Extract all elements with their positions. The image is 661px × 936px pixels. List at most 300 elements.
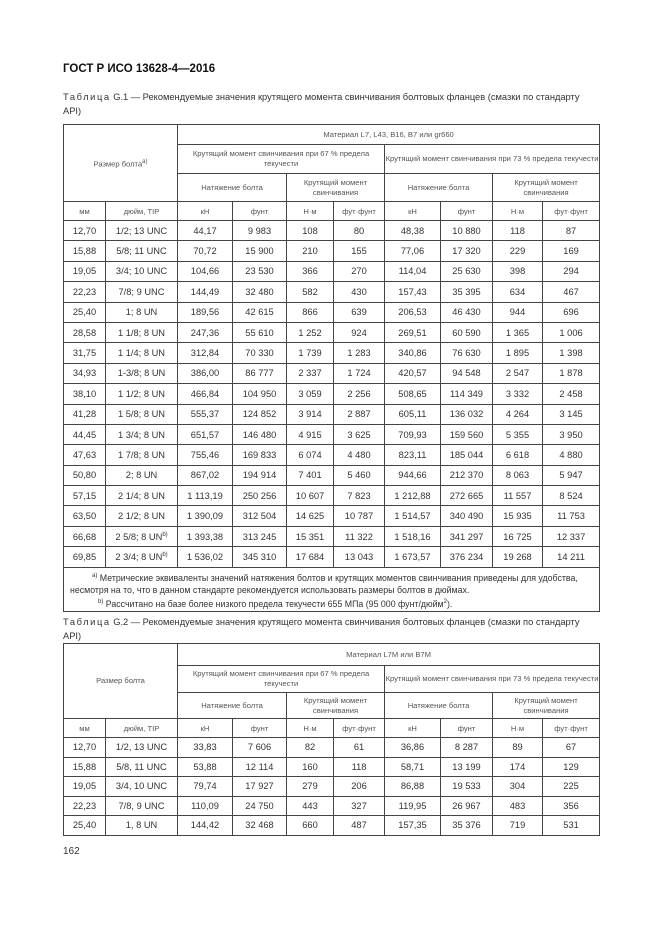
- cell-value: 11 753: [543, 506, 600, 526]
- cell-value: 1 536,02: [178, 547, 233, 567]
- cell-value: 430: [334, 282, 385, 302]
- inch-value: 1 5/8; 8 UN: [117, 409, 166, 420]
- cell-value: 1 393,38: [178, 526, 233, 546]
- cell-value: 11 557: [493, 486, 543, 506]
- inch-value: 3/4, 10 UNC: [115, 781, 168, 792]
- torque-header: Крутящий момент свинчивания: [287, 693, 385, 719]
- cell-value: 17 320: [441, 241, 493, 261]
- table-row: [64, 465, 600, 485]
- cell-value: 108: [287, 221, 334, 241]
- cell-value: 327: [334, 796, 385, 816]
- inch-value: 1 7/8; 8 UN: [117, 449, 166, 460]
- cell-value: 6 074: [287, 445, 334, 465]
- cell-value: 1 739: [287, 343, 334, 363]
- cell-value: 185 044: [441, 445, 493, 465]
- cell-value: 483: [493, 796, 543, 816]
- torque-73-header: Крутящий момент свинчивания при 73 % предела текучести: [385, 145, 600, 174]
- torque-header: Крутящий момент свинчивания: [493, 174, 600, 202]
- table-row: [64, 816, 600, 836]
- cell-value: 376 234: [441, 547, 493, 567]
- cell-value: 4 915: [287, 424, 334, 444]
- cell-value: 443: [287, 796, 334, 816]
- cell-inch: [106, 816, 178, 836]
- cell-mm: 44,45: [64, 424, 106, 444]
- cell-value: 70 330: [233, 343, 287, 363]
- cell-value: 398: [493, 261, 543, 281]
- cell-value: 1 252: [287, 322, 334, 342]
- cell-value: 23 530: [233, 261, 287, 281]
- table-row: [64, 302, 600, 322]
- document-title: ГОСТ Р ИСО 13628-4—2016: [63, 63, 216, 75]
- cell-value: 866: [287, 302, 334, 322]
- cell-value: 944,66: [385, 465, 441, 485]
- table-row: [64, 404, 600, 424]
- cell-value: 10 880: [441, 221, 493, 241]
- unit-header: дюйм, TIP: [106, 202, 178, 221]
- cell-value: 110,09: [178, 796, 233, 816]
- cell-value: 7 823: [334, 486, 385, 506]
- table-body: [64, 221, 600, 568]
- cell-value: 1 895: [493, 343, 543, 363]
- unit-header: фут·фунт: [334, 202, 385, 221]
- material-header: Материал L7M или B7M: [178, 644, 600, 666]
- cell-value: 118: [334, 757, 385, 777]
- cell-value: 3 914: [287, 404, 334, 424]
- tension-header: Натяжение болта: [385, 174, 493, 202]
- inch-value: 7/8, 9 UNC: [118, 800, 165, 811]
- cell-value: 2 458: [543, 384, 600, 404]
- cell-value: 823,11: [385, 445, 441, 465]
- cell-inch: [106, 282, 178, 302]
- footnote-a: [70, 570, 593, 596]
- unit-header: фунт: [233, 719, 287, 738]
- cell-value: 10 787: [334, 506, 385, 526]
- cell-value: 247,36: [178, 322, 233, 342]
- inch-value: 5/8; 11 UNC: [116, 246, 167, 257]
- cell-value: 35 395: [441, 282, 493, 302]
- units-row-group: [64, 202, 600, 221]
- cell-value: 356: [543, 796, 600, 816]
- cell-value: 35 376: [441, 816, 493, 836]
- cell-value: 58,71: [385, 757, 441, 777]
- cell-value: 341 297: [441, 526, 493, 546]
- cell-inch: [106, 757, 178, 777]
- cell-value: 210: [287, 241, 334, 261]
- cell-value: 345 310: [233, 547, 287, 567]
- unit-header: мм: [64, 719, 106, 738]
- cell-mm: 25,40: [64, 302, 106, 322]
- table-row: [64, 363, 600, 383]
- cell-value: 270: [334, 261, 385, 281]
- cell-value: 25 630: [441, 261, 493, 281]
- table-row: [64, 486, 600, 506]
- unit-header: кН: [385, 202, 441, 221]
- cell-value: 33,83: [178, 738, 233, 758]
- cell-value: 19 268: [493, 547, 543, 567]
- cell-value: 89: [493, 738, 543, 758]
- cell-value: 5 355: [493, 424, 543, 444]
- cell-value: 1 724: [334, 363, 385, 383]
- cell-value: 294: [543, 261, 600, 281]
- cell-inch: [106, 486, 178, 506]
- inch-value: 7/8; 9 UNC: [118, 286, 165, 297]
- cell-value: 169: [543, 241, 600, 261]
- caption-text: G.1 — Рекомендуемые значения крутящего момента свинчивания болтовых фланцев (смазки по стандарту API): [63, 92, 580, 116]
- table-body: [64, 738, 600, 836]
- inch-value: 1/2, 13 UNC: [115, 742, 168, 753]
- cell-value: 250 256: [233, 486, 287, 506]
- table-row: [64, 241, 600, 261]
- inch-value: 1-3/8; 8 UN: [117, 368, 166, 379]
- unit-header: кН: [178, 202, 233, 221]
- cell-value: 605,11: [385, 404, 441, 424]
- cell-value: 1 212,88: [385, 486, 441, 506]
- cell-value: 304: [493, 777, 543, 797]
- cell-value: 1 514,57: [385, 506, 441, 526]
- cell-value: 1 390,09: [178, 506, 233, 526]
- cell-value: 206,53: [385, 302, 441, 322]
- cell-value: 7 401: [287, 465, 334, 485]
- footnote-a-text: Метрические эквиваленты значений натяжения болтов и крутящих моментов свинчивания приведены для удобства, несмотря на то, что в данном стандарте рекомендуется использовать размеры болтов в дюймах.: [70, 572, 578, 595]
- cell-value: 194 914: [233, 465, 287, 485]
- cell-value: 46 430: [441, 302, 493, 322]
- units-row-group: [64, 719, 600, 738]
- cell-value: 924: [334, 322, 385, 342]
- cell-mm: 41,28: [64, 404, 106, 424]
- cell-value: 12 337: [543, 526, 600, 546]
- cell-mm: 28,58: [64, 322, 106, 342]
- cell-value: 279: [287, 777, 334, 797]
- cell-value: 1 878: [543, 363, 600, 383]
- cell-value: 10 607: [287, 486, 334, 506]
- cell-value: 3 332: [493, 384, 543, 404]
- cell-value: 8 287: [441, 738, 493, 758]
- inch-value: 1 1/2; 8 UN: [117, 388, 166, 399]
- unit-header: Н·м: [493, 202, 543, 221]
- cell-value: 159 560: [441, 424, 493, 444]
- table-row: [64, 261, 600, 281]
- cell-value: 24 750: [233, 796, 287, 816]
- unit-header: кН: [385, 719, 441, 738]
- cell-value: 13 043: [334, 547, 385, 567]
- cell-value: 174: [493, 757, 543, 777]
- cell-value: 82: [287, 738, 334, 758]
- cell-value: 3 950: [543, 424, 600, 444]
- units-row: [64, 719, 600, 738]
- cell-value: 1 398: [543, 343, 600, 363]
- cell-value: 32 468: [233, 816, 287, 836]
- cell-inch: [106, 547, 178, 567]
- cell-inch: [106, 241, 178, 261]
- unit-header: фунт: [441, 202, 493, 221]
- cell-mm: 57,15: [64, 486, 106, 506]
- cell-value: 420,57: [385, 363, 441, 383]
- footnote-a-mark: a): [92, 572, 98, 579]
- inch-value: 1 1/8; 8 UN: [117, 327, 166, 338]
- cell-value: 2 547: [493, 363, 543, 383]
- cell-value: 114 349: [441, 384, 493, 404]
- table-g2: [63, 643, 600, 836]
- cell-value: 144,49: [178, 282, 233, 302]
- cell-value: 272 665: [441, 486, 493, 506]
- cell-mm: 15,88: [64, 241, 106, 261]
- cell-inch: [106, 445, 178, 465]
- cell-mm: 47,63: [64, 445, 106, 465]
- cell-value: 77,06: [385, 241, 441, 261]
- cell-inch: [106, 363, 178, 383]
- cell-value: 5 460: [334, 465, 385, 485]
- cell-value: 467: [543, 282, 600, 302]
- inch-value: 2 3/4; 8 UN: [115, 551, 163, 562]
- cell-value: 312,84: [178, 343, 233, 363]
- table-footnotes: [64, 567, 600, 612]
- footnote-ref: b): [162, 551, 168, 558]
- inch-value: 1, 8 UN: [125, 820, 158, 831]
- cell-value: 26 967: [441, 796, 493, 816]
- table-row: [64, 343, 600, 363]
- cell-value: 157,35: [385, 816, 441, 836]
- cell-mm: 12,70: [64, 738, 106, 758]
- cell-mm: 25,40: [64, 816, 106, 836]
- cell-value: 6 618: [493, 445, 543, 465]
- bolt-size-header: [64, 125, 178, 202]
- cell-value: 189,56: [178, 302, 233, 322]
- cell-value: 555,37: [178, 404, 233, 424]
- cell-value: 169 833: [233, 445, 287, 465]
- table-row: [64, 384, 600, 404]
- inch-value: 2; 8 UN: [125, 470, 158, 481]
- cell-value: 14 211: [543, 547, 600, 567]
- cell-value: 8 063: [493, 465, 543, 485]
- inch-value: 1/2; 13 UNC: [115, 225, 168, 236]
- cell-value: 366: [287, 261, 334, 281]
- cell-value: 155: [334, 241, 385, 261]
- torque-header: Крутящий момент свинчивания: [287, 174, 385, 202]
- cell-value: 42 615: [233, 302, 287, 322]
- cell-value: 1 673,57: [385, 547, 441, 567]
- cell-value: 206: [334, 777, 385, 797]
- unit-header: дюйм, TIP: [106, 719, 178, 738]
- cell-value: 1 518,16: [385, 526, 441, 546]
- cell-value: 55 610: [233, 322, 287, 342]
- footnote-b: [70, 596, 593, 610]
- cell-value: 944: [493, 302, 543, 322]
- cell-inch: [106, 322, 178, 342]
- cell-value: 709,93: [385, 424, 441, 444]
- cell-value: 157,43: [385, 282, 441, 302]
- cell-value: 124 852: [233, 404, 287, 424]
- cell-value: 12 114: [233, 757, 287, 777]
- inch-value: 3/4; 10 UNC: [115, 266, 168, 277]
- cell-value: 1 365: [493, 322, 543, 342]
- tension-header: Натяжение болта: [385, 693, 493, 719]
- footnote-b-text: Рассчитано на базе более низкого предела текучести 655 МПа (95 000 фунт/дюйм: [103, 598, 444, 609]
- cell-value: 60 590: [441, 322, 493, 342]
- footnote-b-mark: b): [98, 598, 104, 605]
- footnote-ref: b): [162, 531, 168, 538]
- footnote-b-sup: 2: [443, 598, 447, 605]
- cell-value: 36,86: [385, 738, 441, 758]
- table-row: [64, 547, 600, 567]
- cell-inch: [106, 777, 178, 797]
- cell-value: 755,46: [178, 445, 233, 465]
- cell-mm: 50,80: [64, 465, 106, 485]
- inch-value: 1; 8 UN: [125, 307, 158, 318]
- cell-inch: [106, 465, 178, 485]
- footnote-b-end: ).: [446, 598, 453, 609]
- cell-mm: 22,23: [64, 796, 106, 816]
- table-row: [64, 757, 600, 777]
- page-number: 162: [63, 846, 80, 857]
- cell-value: 696: [543, 302, 600, 322]
- table-g1: [63, 124, 600, 612]
- cell-value: 16 725: [493, 526, 543, 546]
- table-2-caption: [63, 615, 599, 643]
- unit-header: Н·м: [287, 202, 334, 221]
- cell-mm: 12,70: [64, 221, 106, 241]
- cell-value: 15 900: [233, 241, 287, 261]
- cell-value: 144,42: [178, 816, 233, 836]
- cell-value: 229: [493, 241, 543, 261]
- cell-inch: [106, 343, 178, 363]
- cell-value: 340 490: [441, 506, 493, 526]
- table-row: [64, 506, 600, 526]
- cell-inch: [106, 424, 178, 444]
- cell-value: 32 480: [233, 282, 287, 302]
- cell-value: 867,02: [178, 465, 233, 485]
- cell-value: 15 351: [287, 526, 334, 546]
- inch-value: 5/8, 11 UNC: [116, 761, 167, 772]
- cell-value: 3 145: [543, 404, 600, 424]
- inch-value: 1 3/4; 8 UN: [117, 429, 166, 440]
- torque-67-header: Крутящий момент свинчивания при 67 % предела текучести: [178, 145, 385, 174]
- table-row: [64, 282, 600, 302]
- cell-value: 114,04: [385, 261, 441, 281]
- table-1-caption: [63, 90, 599, 118]
- cell-value: 312 504: [233, 506, 287, 526]
- cell-value: 466,84: [178, 384, 233, 404]
- cell-value: 4 264: [493, 404, 543, 424]
- cell-value: 15 935: [493, 506, 543, 526]
- cell-value: 87: [543, 221, 600, 241]
- table-row: [64, 777, 600, 797]
- cell-value: 104,66: [178, 261, 233, 281]
- cell-mm: 19,05: [64, 777, 106, 797]
- unit-header: фут·фунт: [334, 719, 385, 738]
- cell-value: 313 245: [233, 526, 287, 546]
- cell-value: 11 322: [334, 526, 385, 546]
- bolt-size-header: Размер болта: [64, 644, 178, 719]
- table-row: [64, 424, 600, 444]
- cell-inch: [106, 738, 178, 758]
- cell-inch: [106, 221, 178, 241]
- cell-value: 136 032: [441, 404, 493, 424]
- cell-value: 634: [493, 282, 543, 302]
- cell-mm: 34,93: [64, 363, 106, 383]
- cell-value: 269,51: [385, 322, 441, 342]
- cell-value: 3 059: [287, 384, 334, 404]
- cell-value: 118: [493, 221, 543, 241]
- cell-value: 70,72: [178, 241, 233, 261]
- table-row: [64, 796, 600, 816]
- table-row: [64, 526, 600, 546]
- cell-value: 79,74: [178, 777, 233, 797]
- footnote-ref: a): [142, 158, 148, 165]
- inch-value: 2 5/8; 8 UN: [115, 531, 163, 542]
- cell-value: 17 684: [287, 547, 334, 567]
- cell-mm: 63,50: [64, 506, 106, 526]
- caption-label: Таблица: [63, 617, 111, 627]
- tension-header: Натяжение болта: [178, 693, 287, 719]
- cell-mm: 15,88: [64, 757, 106, 777]
- cell-mm: 69,85: [64, 547, 106, 567]
- cell-value: 225: [543, 777, 600, 797]
- cell-value: 582: [287, 282, 334, 302]
- table-row: [64, 738, 600, 758]
- cell-inch: [106, 404, 178, 424]
- cell-inch: [106, 796, 178, 816]
- cell-mm: 22,23: [64, 282, 106, 302]
- cell-value: 13 199: [441, 757, 493, 777]
- inch-value: 1 1/4; 8 UN: [117, 348, 166, 359]
- cell-value: 80: [334, 221, 385, 241]
- units-row: [64, 202, 600, 221]
- table-row: [64, 445, 600, 465]
- caption-text: G.2 — Рекомендуемые значения крутящего момента свинчивания болтовых фланцев (смазки по стандарту API): [63, 617, 580, 641]
- cell-value: 48,38: [385, 221, 441, 241]
- cell-value: 212 370: [441, 465, 493, 485]
- unit-header: Н·м: [287, 719, 334, 738]
- tension-header: Натяжение болта: [178, 174, 287, 202]
- torque-73-header: Крутящий момент свинчивания при 73 % предела текучести: [385, 666, 600, 693]
- cell-value: 160: [287, 757, 334, 777]
- cell-value: 86,88: [385, 777, 441, 797]
- cell-value: 67: [543, 738, 600, 758]
- cell-inch: [106, 384, 178, 404]
- cell-inch: [106, 506, 178, 526]
- cell-value: 2 337: [287, 363, 334, 383]
- material-header: Материал L7, L43, B16, B7 или gr660: [178, 125, 600, 145]
- unit-header: мм: [64, 202, 106, 221]
- cell-value: 1 113,19: [178, 486, 233, 506]
- unit-header: фунт: [233, 202, 287, 221]
- cell-mm: 66,68: [64, 526, 106, 546]
- cell-value: 386,00: [178, 363, 233, 383]
- cell-value: 5 947: [543, 465, 600, 485]
- cell-value: 1 283: [334, 343, 385, 363]
- caption-label: Таблица: [63, 92, 111, 102]
- cell-mm: 19,05: [64, 261, 106, 281]
- unit-header: фут·фунт: [543, 202, 600, 221]
- cell-value: 3 625: [334, 424, 385, 444]
- cell-value: 2 887: [334, 404, 385, 424]
- unit-header: кН: [178, 719, 233, 738]
- cell-value: 1 006: [543, 322, 600, 342]
- cell-mm: 38,10: [64, 384, 106, 404]
- unit-header: Н·м: [493, 719, 543, 738]
- cell-value: 119,95: [385, 796, 441, 816]
- cell-value: 531: [543, 816, 600, 836]
- table-row: [64, 322, 600, 342]
- cell-value: 129: [543, 757, 600, 777]
- bolt-size-label: Размер болта: [93, 159, 143, 169]
- cell-value: 44,17: [178, 221, 233, 241]
- cell-value: 104 950: [233, 384, 287, 404]
- cell-value: 487: [334, 816, 385, 836]
- table-row: [64, 221, 600, 241]
- cell-value: 651,57: [178, 424, 233, 444]
- cell-value: 9 983: [233, 221, 287, 241]
